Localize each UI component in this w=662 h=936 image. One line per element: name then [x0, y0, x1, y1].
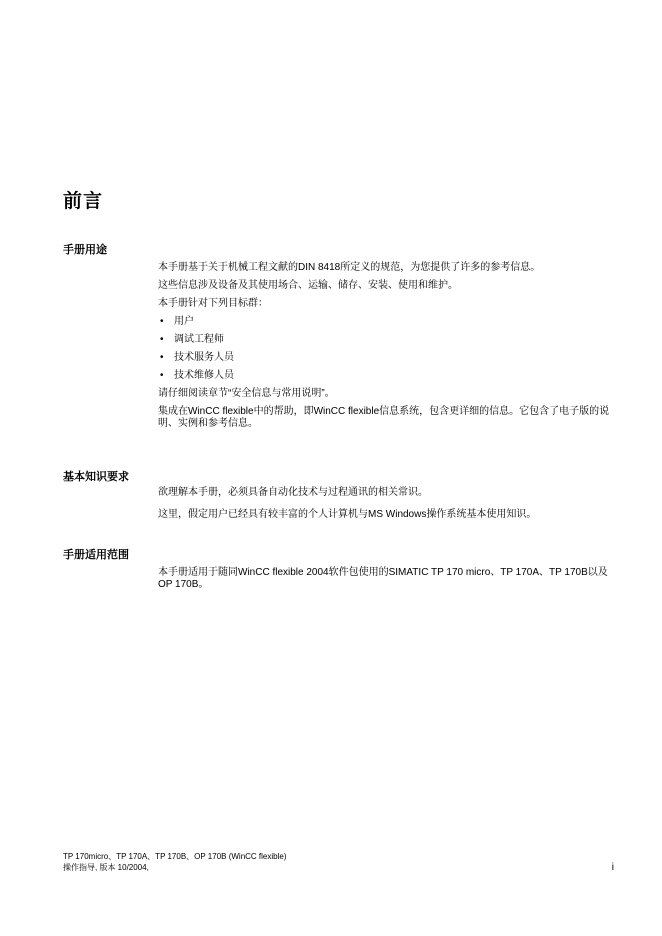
section-heading-prerequisites: 基本知识要求 [63, 471, 129, 483]
bullet-icon: • [160, 370, 164, 381]
list-item [158, 334, 610, 346]
paragraph: 这些信息涉及设备及其使用场合、运输、储存、安装、使用和维护。 [158, 280, 458, 291]
page-footer [63, 851, 287, 873]
paragraph: 集成在WinCC flexible中的帮助，即WinCC flexible信息系统，包含更详细的信息。它包含了电子版的说明、实例和参考信息。 [158, 406, 610, 429]
target-group-list [158, 316, 610, 382]
section-body-purpose [158, 262, 610, 436]
page-number: i [611, 862, 614, 873]
bullet-icon: • [160, 352, 164, 363]
footer-product-line: TP 170micro、TP 170A、TP 170B、OP 170B (WinCC flexible) [63, 852, 287, 861]
bullet-icon: • [160, 316, 164, 327]
list-item [158, 316, 610, 328]
bullet-icon: • [160, 334, 164, 345]
list-item-label: 用户 [174, 316, 194, 327]
section-body-scope [158, 567, 610, 597]
section-heading-scope: 手册适用范围 [63, 549, 129, 561]
paragraph: 本手册针对下列目标群： [158, 298, 268, 309]
paragraph: 这里，假定用户已经具有较丰富的个人计算机与MS Windows操作系统基本使用知识。 [158, 509, 537, 520]
section-heading-purpose: 手册用途 [63, 244, 107, 256]
paragraph: 请仔细阅读章节“安全信息与常用说明”。 [158, 388, 335, 399]
list-item [158, 370, 610, 382]
list-item-label: 调试工程师 [174, 334, 224, 345]
page-title: 前言 [63, 191, 104, 212]
section-body-prerequisites [158, 487, 610, 527]
list-item [158, 352, 610, 364]
paragraph: 本手册适用于随同WinCC flexible 2004软件包使用的SIMATIC TP 170 micro、TP 170A、TP 170B以及OP 170B。 [158, 567, 608, 590]
paragraph: 本手册基于关于机械工程文献的DIN 8418所定义的规范，为您提供了许多的参考信息。 [158, 262, 541, 273]
list-item-label: 技术服务人员 [174, 352, 234, 363]
list-item-label: 技术维修人员 [174, 370, 234, 381]
paragraph: 欲理解本手册，必须具备自动化技术与过程通讯的相关常识。 [158, 487, 428, 498]
footer-edition-line: 操作指导, 版本 10/2004, [63, 863, 149, 872]
